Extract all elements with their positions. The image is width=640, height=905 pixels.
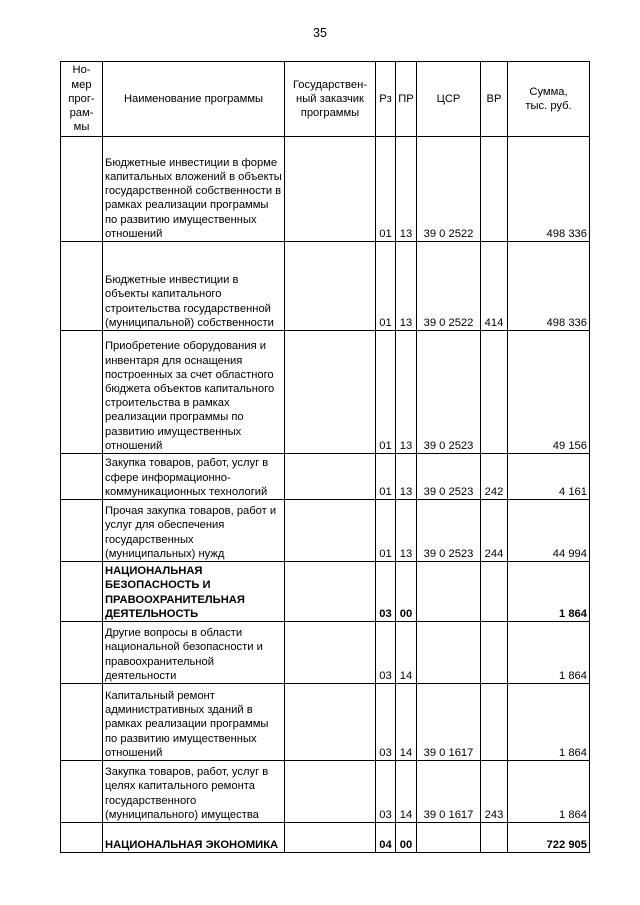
header-vr: ВР — [481, 62, 508, 137]
table-row — [61, 331, 590, 454]
sum-cell: 49 156 — [508, 331, 590, 454]
rz-cell: 03 — [376, 622, 396, 684]
program-name-cell: НАЦИОНАЛЬНАЯ БЕЗОПАСНОСТЬ И ПРАВООХРАНИТЕЛЬНАЯ ДЕЯТЕЛЬНОСТЬ — [103, 562, 285, 622]
program-name-cell: Бюджетные инвестиции в объекты капитального строительства государственной (муниципальной) собственности — [103, 242, 285, 331]
csr-cell: 39 0 1617 — [417, 761, 481, 823]
header-row — [61, 62, 590, 137]
vr-cell: 242 — [481, 454, 508, 500]
rz-cell: 03 — [376, 562, 396, 622]
sum-cell: 1 864 — [508, 622, 590, 684]
program-number-cell — [61, 137, 103, 242]
table-row — [61, 500, 590, 562]
pr-cell: 13 — [396, 242, 417, 331]
header-state-customer: Государствен- ный заказчик программы — [285, 62, 376, 137]
state-customer-cell — [285, 242, 376, 331]
csr-cell: 39 0 2522 — [417, 137, 481, 242]
pr-cell: 14 — [396, 684, 417, 761]
rz-cell: 01 — [376, 454, 396, 500]
csr-cell: 39 0 2523 — [417, 454, 481, 500]
pr-cell: 00 — [396, 823, 417, 853]
sum-cell: 498 336 — [508, 242, 590, 331]
page-number: 35 — [313, 26, 327, 40]
table-row — [61, 684, 590, 761]
program-number-cell — [61, 761, 103, 823]
program-number-cell — [61, 454, 103, 500]
csr-cell: 39 0 2523 — [417, 331, 481, 454]
csr-cell: 39 0 2523 — [417, 500, 481, 562]
program-number-cell — [61, 684, 103, 761]
pr-cell: 00 — [396, 562, 417, 622]
vr-cell — [481, 684, 508, 761]
rz-cell: 01 — [376, 242, 396, 331]
program-number-cell — [61, 622, 103, 684]
state-customer-cell — [285, 684, 376, 761]
csr-cell: 39 0 1617 — [417, 684, 481, 761]
vr-cell — [481, 137, 508, 242]
vr-cell — [481, 331, 508, 454]
program-name-cell: Приобретение оборудования и инвентаря для оснащения построенных за счет областного бюджета объектов капитального строительства в рамках реализации программы по развитию имущественных отношений — [103, 331, 285, 454]
rz-cell: 03 — [376, 684, 396, 761]
table-row — [61, 622, 590, 684]
table-row — [61, 562, 590, 622]
sum-cell: 1 864 — [508, 761, 590, 823]
header-program-name: Наименование программы — [103, 62, 285, 137]
vr-cell — [481, 562, 508, 622]
rz-cell: 01 — [376, 500, 396, 562]
rz-cell: 01 — [376, 137, 396, 242]
vr-cell: 414 — [481, 242, 508, 331]
table-row — [61, 137, 590, 242]
pr-cell: 13 — [396, 137, 417, 242]
program-number-cell — [61, 242, 103, 331]
state-customer-cell — [285, 454, 376, 500]
sum-cell: 4 161 — [508, 454, 590, 500]
sum-cell: 44 994 — [508, 500, 590, 562]
rz-cell: 04 — [376, 823, 396, 853]
csr-cell — [417, 562, 481, 622]
vr-cell — [481, 823, 508, 853]
vr-cell: 243 — [481, 761, 508, 823]
program-name-cell: Бюджетные инвестиции в форме капитальных вложений в объекты государственной собственности в рамках реализации программы по развитию имущественных отношений — [103, 137, 285, 242]
program-number-cell — [61, 562, 103, 622]
sum-cell: 498 336 — [508, 137, 590, 242]
header-program-number: Но- мер прог- рам- мы — [61, 62, 103, 137]
header-sum: Сумма, тыс. руб. — [508, 62, 590, 137]
budget-table — [60, 61, 590, 853]
program-name-cell: Закупка товаров, работ, услуг в сфере информационно-коммуникационных технологий — [103, 454, 285, 500]
state-customer-cell — [285, 562, 376, 622]
csr-cell: 39 0 2522 — [417, 242, 481, 331]
rz-cell: 01 — [376, 331, 396, 454]
program-name-cell: Другие вопросы в области национальной безопасности и правоохранительной деятельности — [103, 622, 285, 684]
vr-cell: 244 — [481, 500, 508, 562]
program-number-cell — [61, 331, 103, 454]
pr-cell: 13 — [396, 500, 417, 562]
state-customer-cell — [285, 761, 376, 823]
vr-cell — [481, 622, 508, 684]
table-row — [61, 823, 590, 853]
program-name-cell: Прочая закупка товаров, работ и услуг для обеспечения государственных (муниципальных) нужд — [103, 500, 285, 562]
program-name-cell: НАЦИОНАЛЬНАЯ ЭКОНОМИКА — [103, 823, 285, 853]
pr-cell: 13 — [396, 331, 417, 454]
program-number-cell — [61, 823, 103, 853]
table-row — [61, 454, 590, 500]
table-row — [61, 761, 590, 823]
sum-cell: 722 905 — [508, 823, 590, 853]
header-csr: ЦСР — [417, 62, 481, 137]
rz-cell: 03 — [376, 761, 396, 823]
table-row — [61, 242, 590, 331]
state-customer-cell — [285, 622, 376, 684]
header-rz: Рз — [376, 62, 396, 137]
state-customer-cell — [285, 500, 376, 562]
program-name-cell: Капитальный ремонт административных зданий в рамках реализации программы по развитию имущественных отношений — [103, 684, 285, 761]
header-pr: ПР — [396, 62, 417, 137]
state-customer-cell — [285, 137, 376, 242]
pr-cell: 14 — [396, 622, 417, 684]
state-customer-cell — [285, 331, 376, 454]
pr-cell: 13 — [396, 454, 417, 500]
sum-cell: 1 864 — [508, 562, 590, 622]
pr-cell: 14 — [396, 761, 417, 823]
sum-cell: 1 864 — [508, 684, 590, 761]
state-customer-cell — [285, 823, 376, 853]
csr-cell — [417, 823, 481, 853]
program-name-cell: Закупка товаров, работ, услуг в целях капитального ремонта государственного (муниципального) имущества — [103, 761, 285, 823]
program-number-cell — [61, 500, 103, 562]
csr-cell — [417, 622, 481, 684]
